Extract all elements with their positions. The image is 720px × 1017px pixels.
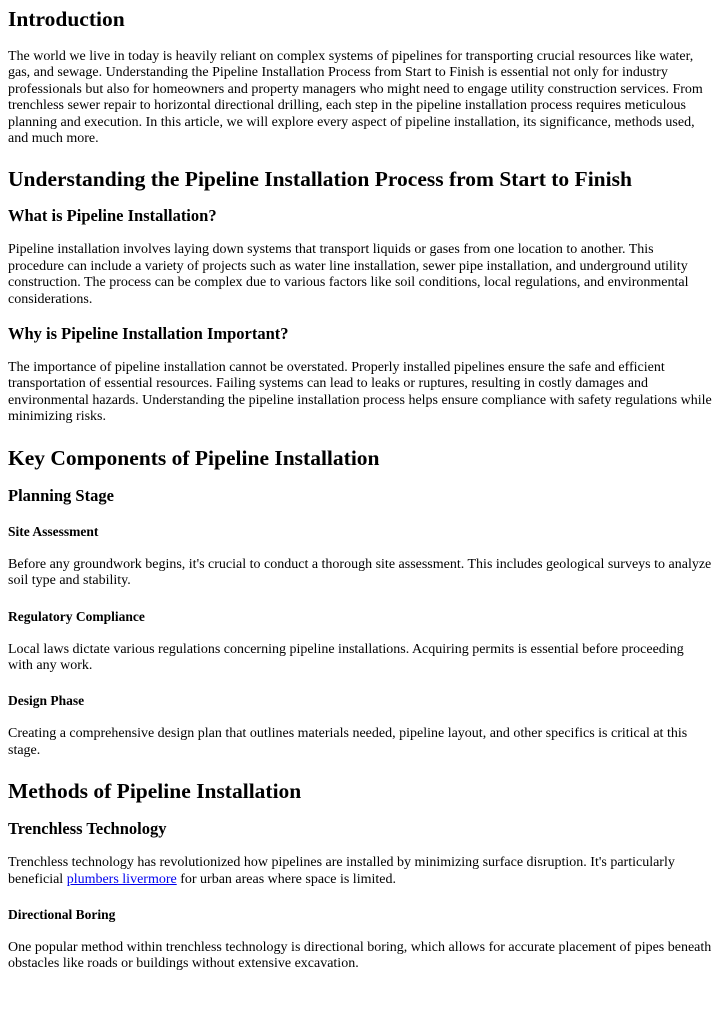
trenchless-paragraph — [8, 855, 712, 888]
directional-boring-heading: Directional Boring — [8, 906, 116, 922]
methods-heading: Methods of Pipeline Installation — [8, 779, 302, 804]
why-heading: Why is Pipeline Installation Important? — [8, 324, 289, 344]
what-heading: What is Pipeline Installation? — [8, 206, 217, 226]
trenchless-heading: Trenchless Technology — [8, 819, 167, 839]
regulatory-compliance-heading: Regulatory Compliance — [8, 608, 145, 624]
regulatory-compliance-paragraph: Local laws dictate various regulations concerning pipeline installations. Acquiring permits is essential before proceeding with any work. — [8, 641, 684, 673]
intro-heading: Introduction — [8, 7, 125, 31]
components-heading: Key Components of Pipeline Installation — [8, 445, 380, 470]
plumbers-livermore-link[interactable]: plumbers livermore — [66, 871, 177, 887]
intro-paragraph: The world we live in today is heavily reliant on complex systems of pipelines for transporting crucial resources like water, gas, and sewage. Understanding the Pipeline Installation Process from Start to Finish is essential not only for industry professionals but also for homeowners and property managers who might need to engage utility construction services. From trenchless sewer repair to horizontal directional drilling, each step in the pipeline installation process requires meticulous planning and execution. In this article, we will explore every aspect of pipeline installation, its significance, methods used, and much more. — [8, 49, 703, 147]
why-paragraph: The importance of pipeline installation cannot be overstated. Properly installed pipelines ensure the safe and efficient transportation of essential resources. Failing systems can lead to leaks or ruptures, resulting in costly damages and environmental hazards. Understanding the pipeline installation process helps ensure compliance with safety regulations while minimizing risks. — [8, 360, 712, 425]
directional-boring-paragraph: One popular method within trenchless technology is directional boring, which allows for accurate placement of pipes beneath obstacles like roads or buildings without extensive excavation. — [8, 939, 712, 972]
site-assessment-heading: Site Assessment — [8, 523, 99, 539]
what-paragraph: Pipeline installation involves laying down systems that transport liquids or gases from one location to another. This procedure can include a variety of projects such as water line installation, sewer pipe installation, and underground utility construction. The process can be complex due to various factors like soil conditions, local regulations, and environmental considerations. — [8, 242, 689, 307]
design-phase-paragraph: Creating a comprehensive design plan that outlines materials needed, pipeline layout, and other specifics is critical at this stage. — [8, 726, 688, 758]
site-assessment-paragraph: Before any groundwork begins, it's crucial to conduct a thorough site assessment. This includes geological surveys to analyze soil type and stability. — [8, 556, 712, 589]
understanding-heading: Understanding the Pipeline Installation Process from Start to Finish — [8, 167, 632, 192]
design-phase-heading: Design Phase — [8, 693, 85, 709]
trenchless-text-before: Trenchless technology has revolutionized how pipelines are installed by minimizing surface disruption. It's particularly beneficial — [8, 855, 675, 887]
planning-heading: Planning Stage — [8, 485, 114, 505]
trenchless-text-after: for urban areas where space is limited. — [176, 871, 396, 887]
